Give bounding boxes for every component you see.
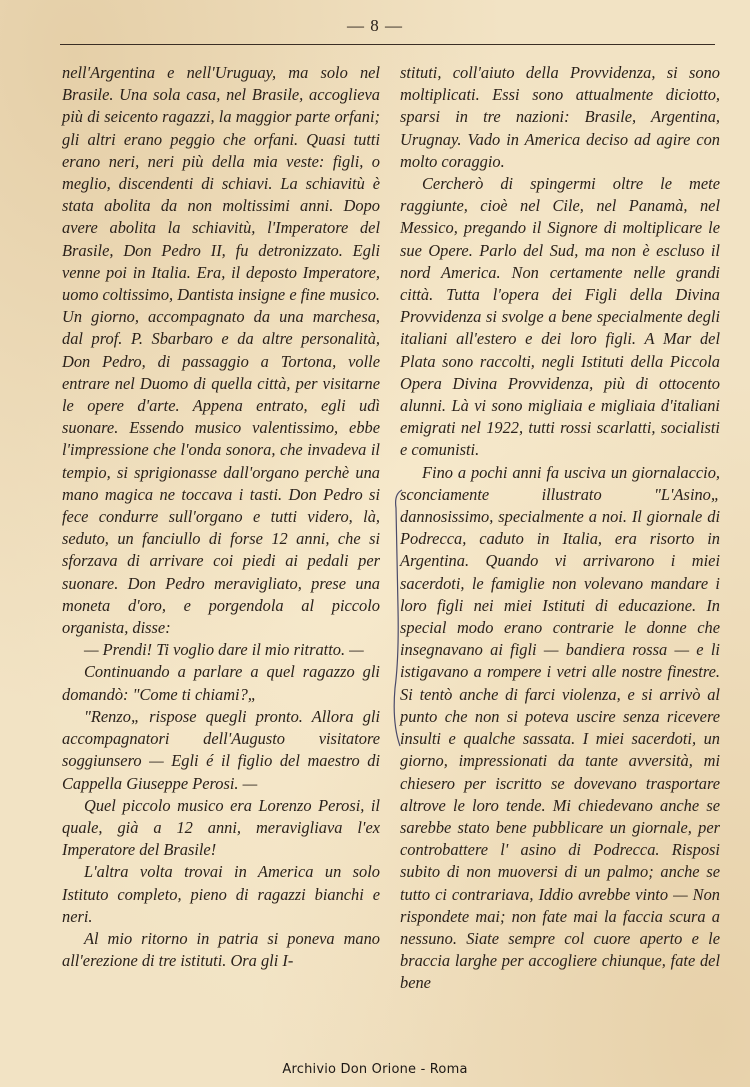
left-column — [62, 62, 380, 972]
paragraph: Cercherò di spingermi oltre le mete raggiunte, cioè nel Cile, nel Panamà, nel Messico, pregando il Signore di moltiplicare le sue Opere. Parlo del Sud, ma non è escluso il nord America. Non certamente nelle grandi città. Tutta l'opera dei Figli della Divina Provvidenza si svolge a bene specialmente degli italiani all'estero e dei loro figli. A Mar del Plata sono raccolti, negli Istituti della Piccola Opera Divina Provvidenza, più di ottocento alunni. Là vi sono migliaia e migliaia d'italiani emigrati nel 1922, tutti rossi scarlatti, socialisti e comunisti. — [400, 174, 720, 460]
header-rule — [60, 44, 715, 45]
right-column — [400, 62, 720, 995]
paragraph: Fino a pochi anni fa usciva un giornalaccio, sconciamente illustrato "L'Asino„ dannosissimo, specialmente a noi. Il giornale di Podrecca, caduto in Italia, era risorto in Argentina. Quando vi arrivarono i miei sacerdoti, le famiglie non volevano mandare i loro figli nei miei Istituti di educazione. In special modo erano contrarie le donne che insegnavano ai figli — bandiera rossa — e li istigavano a rompere i vetri alle nostre finestre. Si tentò anche di farci violenza, e si arrivò al punto che non si poteva uscire senza ricevere insulti e qualche sassata. I miei sacerdoti, un giorno, impressionati da tante avversità, mi chiesero per iscritto se dovevano trasportare altrove le loro tende. Mi chiedevano anche se sarebbe stato bene pubblicare un giornale, per controbattere l' asino di Podrecca. Risposi subito di non muoversi di un palmo; anche se tutto ci contrariava, Iddio avrebbe vinto — Non rispondete mai; non fate mai la faccia scura a nessuno. Siate sempre col cuore aperto e le braccia larghe per accogliere chiunque, fate del bene — [400, 462, 720, 993]
paragraph: — Prendi! Ti voglio dare il mio ritratto. — — [84, 640, 364, 660]
paragraph: nell'Argentina e nell'Uruguay, ma solo nel Brasile. Una sola casa, nel Brasile, accoglieva più di seicento ragazzi, la maggior parte orfani; gli altri erano peggio che orfani. Quasi tutti erano neri, neri più della mia veste: figli, o meglio, discendenti di schiavi. La schiavitù è stata abolita da non moltissimi anni. Dopo avere abolita la schiavitù, l'Imperatore del Brasile, Don Pedro II, fu detronizzato. Egli venne poi in Italia. Era, il deposto Imperatore, uomo coltissimo, Dantista insigne e fine musico. Un giorno, accompagnato da una marchesa, dal prof. P. Sbarbaro e da altre personalità, Don Pedro, di passaggio a Tortona, volle entrare nel Duomo di quella città, per visitarne le opere d'arte. Appena entrato, egli udì suonare. Essendo musico valentissimo, ebbe l'impressione che l'onda sonora, che invadeva il tempio, si sprigionasse dall'organo perchè una mano magica ne toccava i tasti. Don Pedro si fece condurre sull'organo e tutti videro, là, seduto, un fanciullo di forse 12 anni, che si sforzava di arrivare coi piedi ai pedali per suonare. Don Pedro meravigliato, prese una moneta d'oro, e porgendola al piccolo organista, disse: — [62, 63, 380, 638]
paragraph: Al mio ritorno in patria si poneva mano all'erezione di tre istituti. Ora gli I- — [62, 928, 380, 971]
paragraph: "Renzo„ rispose quegli pronto. Allora gli accompagnatori dell'Augusto visitatore soggiunsero — Egli é il figlio del maestro di Cappella Giuseppe Perosi. — — [62, 706, 380, 793]
archive-footer: Archivio Don Orione - Roma — [282, 1062, 468, 1077]
paragraph: Quel piccolo musico era Lorenzo Perosi, il quale, già a 12 anni, meravigliava l'ex Imperatore del Brasile! — [62, 795, 380, 860]
paragraph: L'altra volta trovai in America un solo Istituto completo, pieno di ragazzi bianchi e neri. — [62, 862, 380, 926]
paragraph: stituti, coll'aiuto della Provvidenza, si sono moltiplicati. Essi sono attualmente diciotto, sparsi in tre nazioni: Brasile, Argentina, Urugnay. Vado in America deciso ad agire con molto coraggio. — [400, 63, 720, 171]
margin-bracket-mark — [392, 488, 406, 748]
page-number: — 8 — — [347, 16, 403, 35]
paragraph: Continuando a parlare a quel ragazzo gli domandò: "Come ti chiami?„ — [62, 662, 380, 704]
